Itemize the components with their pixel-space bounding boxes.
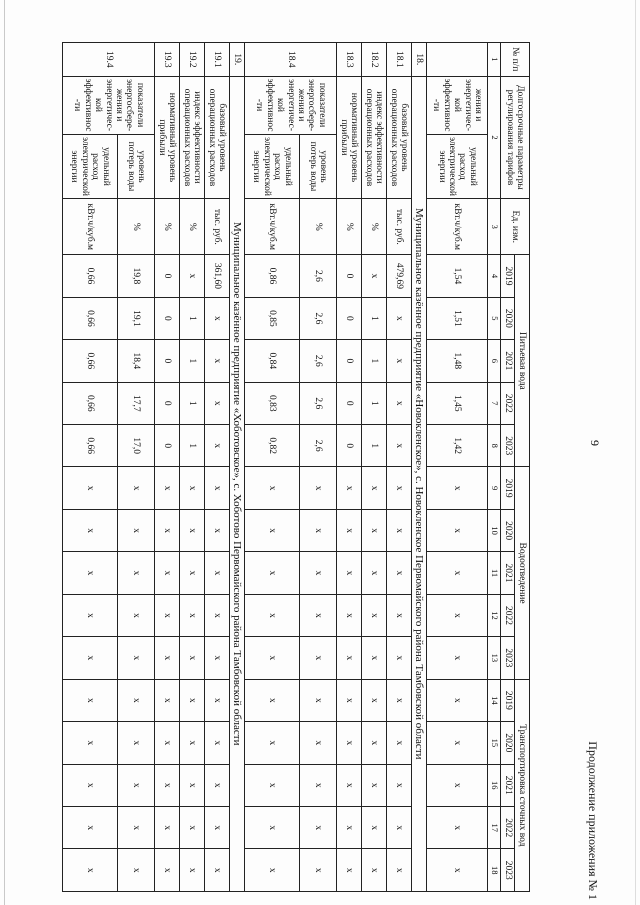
header-column-number: 18 — [488, 849, 501, 892]
drinking-value-cell: 1 — [179, 297, 204, 339]
transport-value-cell: x — [154, 722, 179, 764]
drinking-value-cell: 18,4 — [117, 340, 154, 382]
row-number: 18.3 — [336, 43, 361, 77]
section-title: Муниципальное казённое предприятие «Хоботовское», с. Хоботово Первомайского района Тамбовской области — [229, 76, 244, 892]
unit-cell: % — [361, 199, 386, 255]
supply-value-cell: x — [179, 509, 204, 551]
table-row — [62, 43, 117, 892]
group-label: показатели энергосбере-жения и энергетичес-кой эффективнос-ти — [244, 76, 336, 134]
header-column-number: 3 — [488, 199, 501, 255]
drinking-value-cell: 2,6 — [299, 424, 336, 466]
unit-cell: % — [154, 199, 179, 255]
transport-value-cell: x — [336, 764, 361, 806]
row-number: 19.2 — [179, 43, 204, 77]
group-label: показатели энергосбере-жения и энергетичес-кой эффективнос-ти — [62, 76, 154, 134]
transport-value-cell: x — [244, 764, 299, 806]
sub-parameter: удельный расход электрической энергии — [62, 134, 117, 199]
drinking-value-cell: x — [386, 424, 411, 466]
drinking-value-cell: 0,66 — [62, 297, 117, 339]
drinking-value-cell: 0 — [336, 340, 361, 382]
header-year: 2022 — [501, 594, 515, 636]
supply-value-cell: x — [386, 594, 411, 636]
drinking-value-cell: 2,6 — [299, 297, 336, 339]
transport-value-cell: x — [244, 806, 299, 848]
transport-value-cell: x — [117, 806, 154, 848]
appendix-title: Продолжение приложения № 1 — [586, 741, 600, 900]
transport-value-cell: x — [299, 679, 336, 721]
drinking-value-cell: 0,66 — [62, 382, 117, 424]
drinking-value-cell: x — [204, 382, 229, 424]
transport-value-cell: x — [244, 849, 299, 892]
drinking-value-cell: 0,84 — [244, 340, 299, 382]
drinking-value-cell: 0,85 — [244, 297, 299, 339]
drinking-value-cell: x — [386, 297, 411, 339]
supply-value-cell: x — [361, 594, 386, 636]
drinking-value-cell: 0,86 — [244, 255, 299, 297]
supply-value-cell: x — [154, 594, 179, 636]
header-column-number: 12 — [488, 594, 501, 636]
transport-value-cell: x — [179, 849, 204, 892]
supply-value-cell: x — [299, 509, 336, 551]
drinking-value-cell: 1,48 — [427, 340, 488, 382]
supply-value-cell: x — [179, 594, 204, 636]
row-number: 19.3 — [154, 43, 179, 77]
supply-value-cell: x — [244, 509, 299, 551]
header-year: 2021 — [501, 552, 515, 594]
transport-value-cell: x — [361, 679, 386, 721]
header-year: 2019 — [501, 467, 515, 509]
supply-value-cell: x — [244, 637, 299, 679]
drinking-value-cell: 0 — [154, 382, 179, 424]
unit-cell: кВт.ч/куб.м — [62, 199, 117, 255]
transport-value-cell: x — [62, 722, 117, 764]
transport-value-cell: x — [427, 764, 488, 806]
supply-value-cell: x — [244, 594, 299, 636]
supply-value-cell: x — [427, 594, 488, 636]
header-wastewater-transport: Транспортировка сточных вод — [515, 679, 530, 891]
supply-value-cell: x — [427, 467, 488, 509]
row-number: 19.1 — [204, 43, 229, 77]
supply-value-cell: x — [386, 509, 411, 551]
drinking-value-cell: 0,66 — [62, 424, 117, 466]
transport-value-cell: x — [62, 849, 117, 892]
unit-cell: кВт.ч/куб.м — [427, 199, 488, 255]
transport-value-cell: x — [386, 722, 411, 764]
transport-value-cell: x — [361, 764, 386, 806]
transport-value-cell: x — [117, 722, 154, 764]
sub-parameter: уровень потерь воды — [117, 134, 154, 199]
unit-cell: кВт.ч/куб.м — [244, 199, 299, 255]
transport-value-cell: x — [154, 849, 179, 892]
supply-value-cell: x — [179, 552, 204, 594]
supply-value-cell: x — [62, 467, 117, 509]
header-column-number: 15 — [488, 722, 501, 764]
supply-value-cell: x — [299, 637, 336, 679]
drinking-value-cell: 0 — [154, 424, 179, 466]
transport-value-cell: x — [336, 679, 361, 721]
transport-value-cell: x — [179, 764, 204, 806]
drinking-value-cell: 17,0 — [117, 424, 154, 466]
table-row — [204, 43, 229, 892]
supply-value-cell: x — [204, 594, 229, 636]
drinking-value-cell: x — [179, 255, 204, 297]
supply-value-cell: x — [154, 467, 179, 509]
drinking-value-cell: 19,1 — [117, 297, 154, 339]
row-number: 19.4 — [62, 43, 154, 77]
supply-value-cell: x — [62, 594, 117, 636]
header-year: 2022 — [501, 806, 515, 848]
drinking-value-cell: x — [204, 424, 229, 466]
parameter-name: индекс эффективности операционных расходов — [179, 76, 204, 199]
unit-cell: % — [117, 199, 154, 255]
supply-value-cell: x — [154, 509, 179, 551]
supply-value-cell: x — [386, 552, 411, 594]
header-num: № п/п — [501, 43, 530, 77]
header-column-number: 6 — [488, 340, 501, 382]
header-param: Долгосрочные параметры регулирования тарифов — [501, 76, 530, 199]
supply-value-cell: x — [62, 552, 117, 594]
transport-value-cell: x — [62, 764, 117, 806]
supply-value-cell: x — [179, 637, 204, 679]
supply-value-cell: x — [336, 509, 361, 551]
table-row — [154, 43, 179, 892]
drinking-value-cell: x — [204, 297, 229, 339]
drinking-value-cell: 19,8 — [117, 255, 154, 297]
table-row — [179, 43, 204, 892]
table-row — [386, 43, 411, 892]
header-column-number: 11 — [488, 552, 501, 594]
drinking-value-cell: 1,42 — [427, 424, 488, 466]
section-number: 18. — [411, 43, 426, 77]
transport-value-cell: x — [62, 806, 117, 848]
drinking-value-cell: 2,6 — [299, 255, 336, 297]
supply-value-cell: x — [299, 552, 336, 594]
supply-value-cell: x — [117, 552, 154, 594]
transport-value-cell: x — [117, 679, 154, 721]
parameter-name: базовый уровень операционных расходов — [386, 76, 411, 199]
header-year: 2021 — [501, 340, 515, 382]
transport-value-cell: x — [204, 679, 229, 721]
table-row — [427, 43, 488, 892]
table-row — [117, 43, 154, 892]
drinking-value-cell: 0,83 — [244, 382, 299, 424]
unit-cell: % — [299, 199, 336, 255]
header-year: 2023 — [501, 424, 515, 466]
header-column-number: 17 — [488, 806, 501, 848]
drinking-value-cell: 361,60 — [204, 255, 229, 297]
supply-value-cell: x — [154, 552, 179, 594]
section-title: Муниципальное казённое предприятие «Новокленское», с. Новокленское Первомайского района Тамбовской области — [411, 76, 426, 892]
table-row — [299, 43, 336, 892]
unit-cell: % — [336, 199, 361, 255]
supply-value-cell: x — [361, 552, 386, 594]
header-column-number: 16 — [488, 764, 501, 806]
drinking-value-cell: 1 — [361, 297, 386, 339]
supply-value-cell: x — [117, 509, 154, 551]
unit-cell: % — [179, 199, 204, 255]
header-year: 2021 — [501, 764, 515, 806]
parameter-name: нормативный уровень прибыли — [336, 76, 361, 199]
transport-value-cell: x — [336, 722, 361, 764]
page-number: 9 — [588, 440, 602, 446]
drinking-value-cell: 1 — [361, 382, 386, 424]
drinking-value-cell: 0 — [154, 255, 179, 297]
header-column-number: 14 — [488, 679, 501, 721]
supply-value-cell: x — [299, 467, 336, 509]
transport-value-cell: x — [299, 722, 336, 764]
row-number — [427, 43, 488, 77]
header-column-number: 9 — [488, 467, 501, 509]
tariff-parameters-table — [62, 42, 530, 892]
drinking-value-cell: 1,51 — [427, 297, 488, 339]
header-column-number: 10 — [488, 509, 501, 551]
supply-value-cell: x — [204, 552, 229, 594]
drinking-value-cell: x — [361, 255, 386, 297]
supply-value-cell: x — [427, 552, 488, 594]
supply-value-cell: x — [62, 509, 117, 551]
header-column-number: 1 — [488, 43, 501, 77]
supply-value-cell: x — [386, 637, 411, 679]
supply-value-cell: x — [361, 509, 386, 551]
table-row — [244, 43, 299, 892]
sub-parameter: удельный расход электрической энергии — [244, 134, 299, 199]
transport-value-cell: x — [117, 764, 154, 806]
header-column-number: 13 — [488, 637, 501, 679]
transport-value-cell: x — [361, 806, 386, 848]
supply-value-cell: x — [244, 467, 299, 509]
drinking-value-cell: 0,82 — [244, 424, 299, 466]
drinking-value-cell: 0,66 — [62, 340, 117, 382]
header-year: 2020 — [501, 509, 515, 551]
transport-value-cell: x — [154, 806, 179, 848]
supply-value-cell: x — [386, 467, 411, 509]
supply-value-cell: x — [204, 467, 229, 509]
sub-parameter: удельный расход электрической энергии — [427, 134, 488, 199]
supply-value-cell: x — [336, 552, 361, 594]
drinking-value-cell: 1 — [361, 424, 386, 466]
transport-value-cell: x — [427, 849, 488, 892]
transport-value-cell: x — [179, 806, 204, 848]
drinking-value-cell: 1 — [179, 424, 204, 466]
drinking-value-cell: 479,69 — [386, 255, 411, 297]
supply-value-cell: x — [427, 509, 488, 551]
transport-value-cell: x — [336, 849, 361, 892]
section-row — [229, 43, 244, 892]
transport-value-cell: x — [179, 722, 204, 764]
supply-value-cell: x — [336, 637, 361, 679]
drinking-value-cell: 0 — [154, 297, 179, 339]
parameter-name: нормативный уровень прибыли — [154, 76, 179, 199]
header-column-number: 2 — [488, 76, 501, 199]
header-column-number: 4 — [488, 255, 501, 297]
section-number: 19. — [229, 43, 244, 77]
drinking-value-cell: 2,6 — [299, 340, 336, 382]
parameter-name: индекс эффективности операционных расходов — [361, 76, 386, 199]
drinking-value-cell: 1,45 — [427, 382, 488, 424]
transport-value-cell: x — [204, 849, 229, 892]
header-water-supply: Водоотведение — [515, 467, 530, 679]
supply-value-cell: x — [361, 637, 386, 679]
header-year: 2023 — [501, 849, 515, 892]
transport-value-cell: x — [299, 806, 336, 848]
header-year: 2019 — [501, 255, 515, 297]
section-row — [411, 43, 426, 892]
transport-value-cell: x — [154, 679, 179, 721]
transport-value-cell: x — [427, 806, 488, 848]
drinking-value-cell: x — [386, 340, 411, 382]
transport-value-cell: x — [427, 679, 488, 721]
row-number: 18.2 — [361, 43, 386, 77]
transport-value-cell: x — [179, 679, 204, 721]
row-number: 18.4 — [244, 43, 336, 77]
drinking-value-cell: 0 — [336, 382, 361, 424]
transport-value-cell: x — [117, 849, 154, 892]
header-row-groups — [515, 43, 530, 892]
drinking-value-cell: 0 — [336, 255, 361, 297]
header-year: 2022 — [501, 382, 515, 424]
header-column-number: 8 — [488, 424, 501, 466]
parameter-name: базовый уровень операционных расходов — [204, 76, 229, 199]
supply-value-cell: x — [117, 594, 154, 636]
header-year: 2020 — [501, 722, 515, 764]
drinking-value-cell: 17,7 — [117, 382, 154, 424]
drinking-value-cell: x — [386, 382, 411, 424]
drinking-value-cell: 0 — [336, 297, 361, 339]
row-number: 18.1 — [386, 43, 411, 77]
unit-cell: тыс. руб. — [386, 199, 411, 255]
transport-value-cell: x — [204, 764, 229, 806]
header-column-number: 7 — [488, 382, 501, 424]
drinking-value-cell: 1 — [179, 340, 204, 382]
drinking-value-cell: 0 — [154, 340, 179, 382]
supply-value-cell: x — [336, 594, 361, 636]
drinking-value-cell: 1 — [179, 382, 204, 424]
header-year: 2019 — [501, 679, 515, 721]
table-row — [361, 43, 386, 892]
supply-value-cell: x — [244, 552, 299, 594]
transport-value-cell: x — [361, 722, 386, 764]
supply-value-cell: x — [361, 467, 386, 509]
drinking-value-cell: 2,6 — [299, 382, 336, 424]
sub-parameter: уровень потерь воды — [299, 134, 336, 199]
transport-value-cell: x — [244, 722, 299, 764]
transport-value-cell: x — [62, 679, 117, 721]
supply-value-cell: x — [204, 637, 229, 679]
header-column-number: 5 — [488, 297, 501, 339]
drinking-value-cell: 1,54 — [427, 255, 488, 297]
drinking-value-cell: x — [204, 340, 229, 382]
supply-value-cell: x — [336, 467, 361, 509]
transport-value-cell: x — [386, 679, 411, 721]
supply-value-cell: x — [117, 637, 154, 679]
header-drinking-water: Питьевая вода — [515, 255, 530, 467]
transport-value-cell: x — [244, 679, 299, 721]
transport-value-cell: x — [427, 722, 488, 764]
supply-value-cell: x — [117, 467, 154, 509]
drinking-value-cell: 1 — [361, 340, 386, 382]
group-label: жения и энергетичес-кой эффективнос-ти — [427, 76, 488, 134]
header-unit: Ед. изм. — [501, 199, 530, 255]
header-year: 2023 — [501, 637, 515, 679]
header-year: 2020 — [501, 297, 515, 339]
supply-value-cell: x — [427, 637, 488, 679]
drinking-value-cell: 0 — [336, 424, 361, 466]
transport-value-cell: x — [204, 722, 229, 764]
supply-value-cell: x — [204, 509, 229, 551]
drinking-value-cell: 0,66 — [62, 255, 117, 297]
transport-value-cell: x — [204, 806, 229, 848]
transport-value-cell: x — [386, 849, 411, 892]
transport-value-cell: x — [336, 806, 361, 848]
transport-value-cell: x — [154, 764, 179, 806]
table-row — [336, 43, 361, 892]
transport-value-cell: x — [299, 764, 336, 806]
transport-value-cell: x — [299, 849, 336, 892]
unit-cell: тыс. руб. — [204, 199, 229, 255]
supply-value-cell: x — [62, 637, 117, 679]
supply-value-cell: x — [154, 637, 179, 679]
supply-value-cell: x — [179, 467, 204, 509]
transport-value-cell: x — [361, 849, 386, 892]
header-row-column-numbers — [488, 43, 501, 892]
supply-value-cell: x — [299, 594, 336, 636]
transport-value-cell: x — [386, 764, 411, 806]
transport-value-cell: x — [386, 806, 411, 848]
